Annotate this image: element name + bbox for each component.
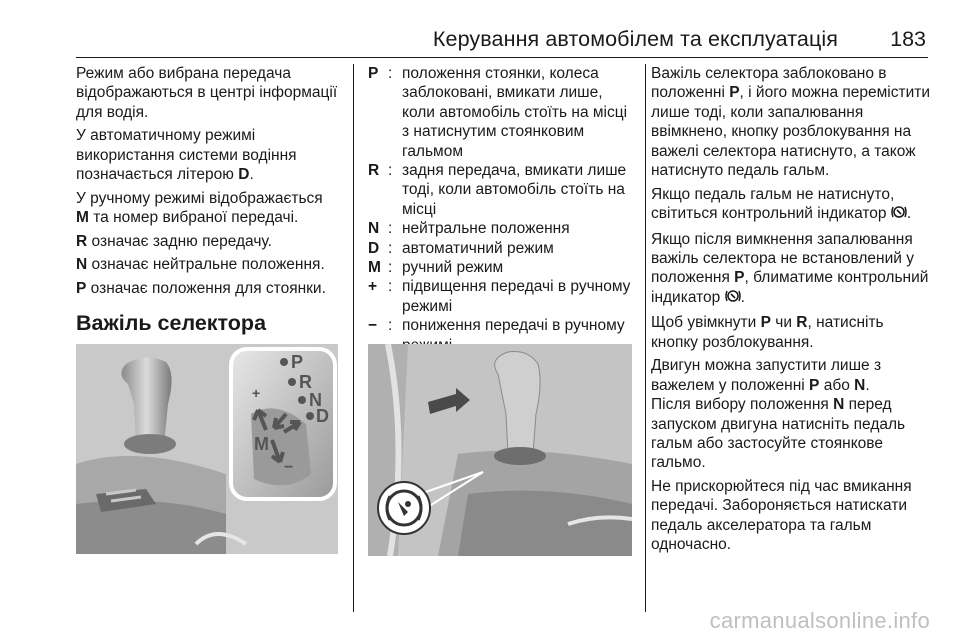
selector-lever-figure [76, 344, 338, 554]
paragraph-p: P означає положення для стоянки. [76, 280, 326, 297]
selector-lock-illustration [368, 344, 632, 556]
gate-label-p: P [291, 352, 304, 372]
definition-row-r: R : задня передача, вмикати лише тоді, коли автомобіль стоїть на місці [368, 162, 627, 218]
paragraph-brake-indicator: Якщо педаль гальм не натиснуто, світиться контрольний індикатор . [651, 185, 931, 226]
paragraph-r: R означає задню передачу. [76, 232, 272, 250]
brake-indicator-icon [725, 288, 741, 309]
paragraph-display: Режим або вибрана передача відображаються в центрі інформації для водія. [76, 65, 338, 121]
watermark: carmanualsonline.info [709, 608, 930, 633]
definition-row-p: P : положення стоянки, колеса заблоковані, вмикати лише, коли автомобіль стоїть на місці з натиснутим стоянковим гальмом [368, 65, 628, 160]
paragraph-n: N означає нейтральне положення. [76, 256, 325, 274]
column-divider-2 [645, 64, 646, 612]
section-heading: Важіль селектора [76, 311, 267, 336]
page-number: 183 [890, 27, 926, 51]
header-title: Керування автомобілем та експлуатація [432, 27, 838, 51]
gate-label-plus: + [252, 385, 261, 401]
definition-row-minus: − : пониження передачі в ручному [368, 317, 625, 335]
plus-icon: + [368, 278, 378, 296]
paragraph-warning: Не прискорюйтеся під час вмикання передачі. Забороняється натискати педаль акселератора та гальм одночасно. [651, 478, 912, 554]
selector-lever-illustration [76, 344, 338, 554]
gate-label-minus: − [284, 459, 294, 476]
paragraph-manual-mode: У ручному режимі відображається M та номер вибраної передачі. [76, 189, 323, 227]
definition-row-plus: + : підвищення передачі в ручному режимі [368, 278, 631, 315]
selector-lock-figure [368, 344, 632, 556]
definition-row-n: N : нейтральне положення [368, 220, 570, 238]
column-divider-1 [353, 64, 354, 612]
gate-label-r: R [299, 372, 312, 392]
paragraph-engine-start: Двигун можна запустити лише з важелем у положенні P або N. Після вибору положення N перед запуском двигуна натисніть педаль гальм або застосуйте стоянкове гальмо. [651, 357, 906, 472]
column-3 [651, 64, 931, 559]
paragraph-auto-mode: У автоматичному режимі використання системи водіння позначається літерою D. [76, 127, 297, 184]
paragraph-locked: Важіль селектора заблоковано в положенні P, і його можна перемістити лише тоді, коли запалювання ввімкнено, кнопку розблокування на важелі селектора натиснуто, а також натиснуто педаль гальм. [651, 65, 931, 180]
column-1 [76, 64, 340, 336]
page-header [76, 24, 928, 58]
paragraph-not-in-p: Якщо після вимкнення запалювання важіль селектора не встановлений у положення P, блиматиме контрольний індикатор . [651, 230, 931, 310]
gate-label-d: D [316, 406, 329, 426]
minus-icon: − [368, 317, 378, 335]
paragraph-engage-p-r: Щоб увімкнути P чи R, натисніть кнопку розблокування. [651, 314, 884, 351]
gate-label-m: M [254, 434, 269, 454]
column-2-definitions [368, 64, 636, 355]
gate-label-n: N [309, 390, 322, 410]
definition-row-d: D : автоматичний режим [368, 239, 554, 257]
brake-indicator-icon [891, 204, 907, 225]
definition-row-m: M : ручний режим [368, 259, 504, 277]
